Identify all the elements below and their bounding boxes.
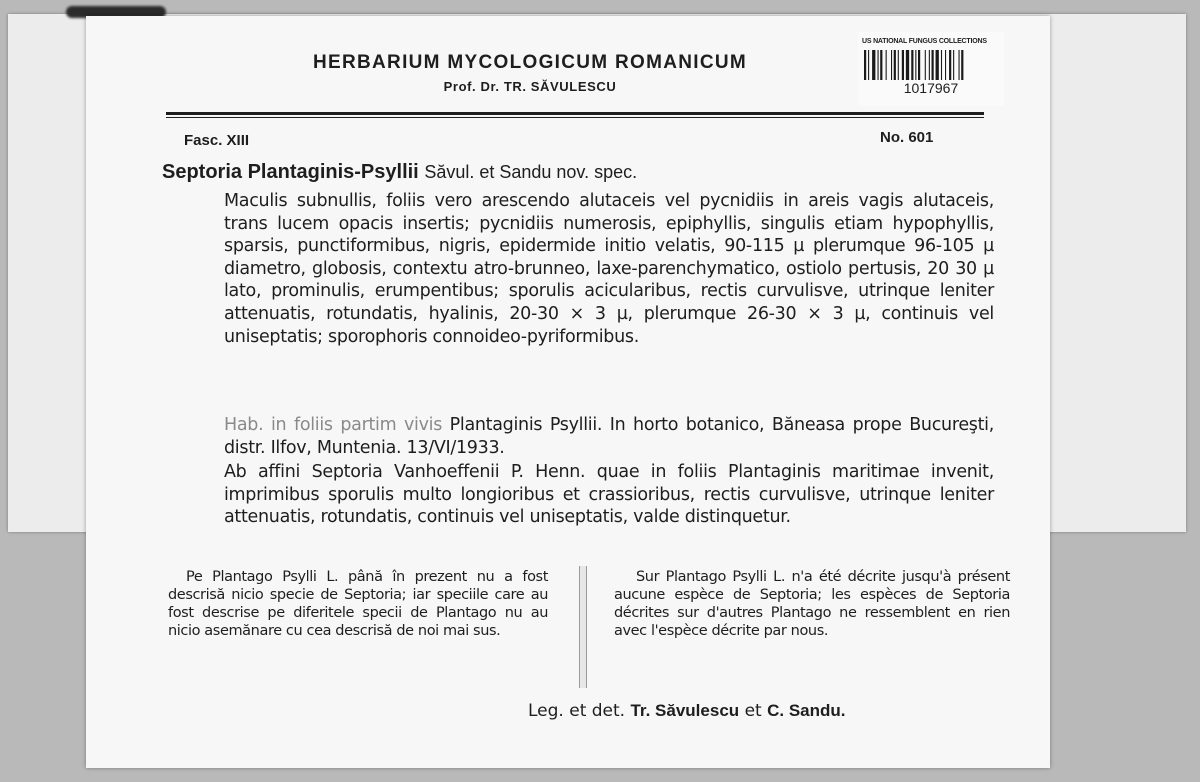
fascicle-label: Fasc. XIII	[184, 132, 250, 149]
collector-prefix: Leg. et det.	[528, 701, 626, 721]
barcode-bars	[864, 50, 996, 80]
barcode-bar	[894, 50, 896, 80]
label-subtitle: Prof. Dr. TR. SĂVULESCU	[443, 79, 617, 94]
barcode-bar	[925, 50, 926, 80]
species-heading	[162, 161, 637, 184]
barcode-bar	[906, 50, 909, 80]
header-rule-thin	[166, 117, 984, 118]
barcode-bar	[941, 50, 942, 80]
barcode-bar	[953, 50, 954, 80]
barcode-collection-label: US NATIONAL FUNGUS COLLECTIONS	[862, 38, 987, 45]
note-french: Sur Plantago Psylli L. n'a été décrite jusqu'à présent aucune espèce de Septoria; les espèces de Septoria décrites sur d'autres Plantago ne ressemblent en rien avec l'espèce décrite par nous.	[614, 569, 1010, 639]
barcode-number: 1017967	[903, 80, 959, 96]
label-title: HERBARIUM MYCOLOGICUM ROMANICUM	[313, 52, 747, 73]
column-divider	[579, 566, 587, 688]
barcode-bar	[872, 50, 875, 80]
barcode-sticker	[858, 32, 1004, 106]
barcode-bar	[864, 50, 866, 80]
barcode-bar	[911, 50, 913, 80]
barcode-bar	[959, 50, 960, 80]
note-romanian: Pe Plantago Psylli L. până în prezent nu a fost descrisă nicio specie de Septoria; iar speciile care au fost descrise pe diferitele specii de Plantago nu au nicio asemănare cu cea descrisă de noi mai sus.	[168, 569, 548, 639]
barcode-bar	[945, 50, 946, 80]
habitat-lead: Hab. in foliis partim vivis	[224, 415, 443, 435]
barcode-bar	[961, 50, 963, 80]
habitat-paragraph	[224, 414, 994, 459]
collector-conjunction: et	[744, 701, 762, 721]
barcode-bar	[898, 50, 899, 80]
collector-name-2: C. Sandu.	[767, 701, 846, 720]
barcode-bar	[932, 50, 934, 80]
species-description: Maculis subnullis, foliis vero arescendo alutaceis vel pycnidiis in areis vagis alutaceis, trans lucem opacis insertis; pycnidiis numerosis, epiphyllis, singulis etiam hypophyllis, sparsis, punctiformibus, nigris, epidermide initio velatis, 90-115 µ plerumque 96-105 µ diametro, globosis, contextu atro-brunneo, laxe-parenchymatico, ostiolo pertusis, 20 30 µ lato, prominulis, erumpentibus; sporulis acicularibus, rectis curvulisve, utrinque leniter attenuatis, rotundatis, hyalinis, 20-30 × 3 µ, plerumque 26-30 × 3 µ, continuis vel uniseptatis; sporophoris connoideo-pyriformibus.	[224, 191, 994, 347]
barcode-bar	[929, 50, 930, 80]
barcode-bar	[949, 50, 951, 80]
habitat-text: Plantaginis Psyllii. In horto botanico, Băneasa prope Bucureşti, distr. Ilfov, Muntenia. 13/VI/1933.	[224, 415, 994, 458]
barcode-bar	[918, 50, 920, 80]
species-name: Septoria Plantaginis-Psyllii	[162, 161, 419, 183]
header-rule	[166, 112, 984, 115]
collector-line	[528, 701, 846, 721]
barcode-bar	[891, 50, 892, 80]
barcode-bar	[915, 50, 916, 80]
collector-name-1: Tr. Săvulescu	[630, 701, 740, 720]
barcode-bar	[936, 50, 939, 80]
specimen-number: No. 601	[880, 129, 934, 146]
barcode-bar	[902, 50, 904, 80]
barcode-bar	[878, 50, 879, 80]
barcode-bar	[886, 50, 887, 80]
barcode-bar	[868, 50, 869, 80]
affinity-paragraph: Ab affini Septoria Vanhoeffenii P. Henn. quae in foliis Plantaginis maritimae invenit, imprimibus sporulis multo longioribus et crassioribus, rectis curvulisve, utrinque leniter attenuatis, rotundatis, continuis vel uniseptatis, valde distinquetur.	[224, 462, 994, 528]
species-authority: Săvul. et Sandu nov. spec.	[424, 162, 638, 182]
barcode-bar	[880, 50, 882, 80]
